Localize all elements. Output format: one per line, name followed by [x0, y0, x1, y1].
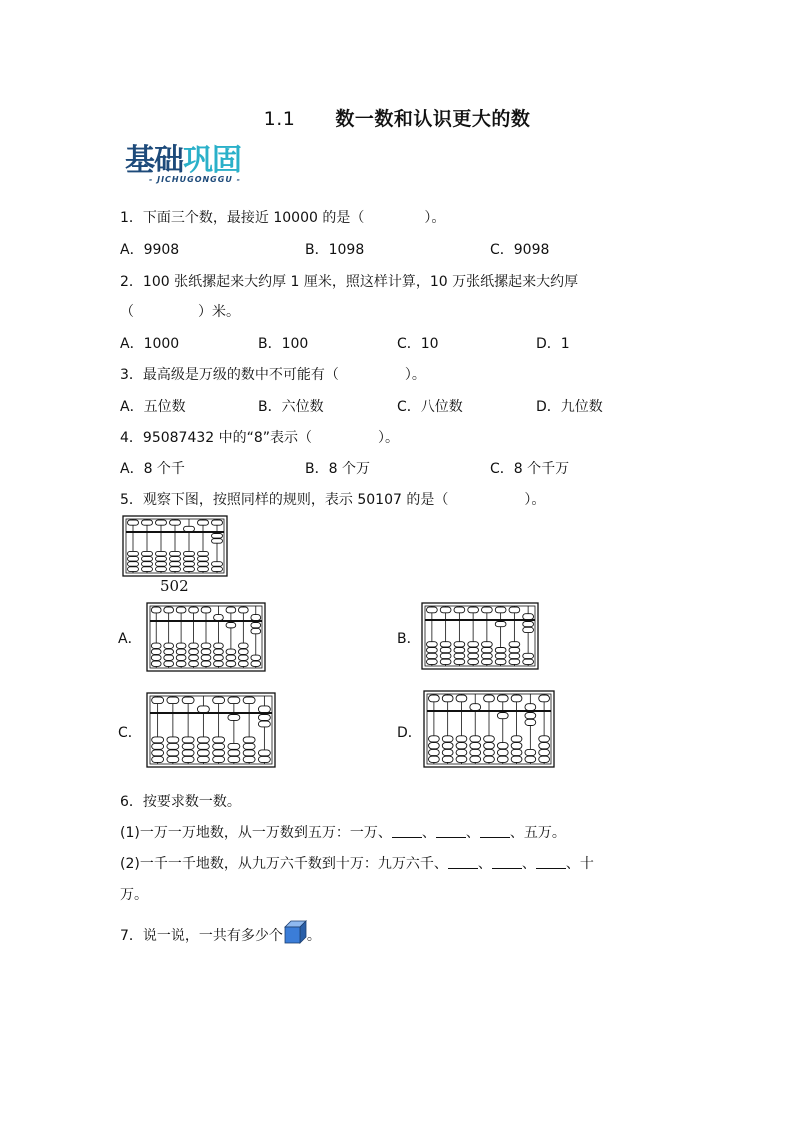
cube-icon	[283, 920, 307, 944]
abacus-bead-lower	[243, 743, 255, 749]
abacus-bead-lower	[228, 756, 240, 762]
abacus-bead-lower	[184, 551, 195, 556]
q1-option-c: C．9098	[490, 242, 550, 258]
abacus-bead-upper	[429, 695, 440, 702]
question-3: 3．最高级是万级的数中不可能有（ ）。	[120, 367, 426, 383]
q3-option-d: D．九位数	[536, 399, 603, 415]
abacus-bead-lower	[214, 649, 224, 654]
q5-option-c: C．	[118, 725, 142, 741]
abacus-bead-lower	[468, 642, 479, 647]
abacus-bead-lower	[189, 649, 199, 654]
abacus-bead-lower	[156, 551, 167, 556]
abacus-bead-lower	[539, 736, 550, 742]
abacus-bead-lower	[511, 756, 522, 762]
abacus-bead-lower	[128, 557, 139, 562]
abacus-bead-lower	[167, 737, 179, 743]
abacus-bead-lower	[197, 737, 209, 743]
abacus-bead-upper	[167, 697, 179, 704]
abacus-bead-lower	[251, 623, 261, 628]
abacus-bead-lower	[258, 715, 270, 721]
abacus-bead-lower	[456, 736, 467, 742]
abacus-bead-lower	[170, 567, 181, 572]
abacus-bead-lower	[167, 756, 179, 762]
abacus-bead-lower	[238, 643, 248, 648]
abacus-bead-lower	[258, 750, 270, 756]
abacus-bead-lower	[214, 655, 224, 660]
abacus-bead-lower	[184, 567, 195, 572]
abacus-bead-upper	[539, 695, 550, 702]
abacus-bead-lower	[509, 642, 520, 647]
abacus-option-c	[146, 692, 276, 768]
abacus-bead-lower	[226, 649, 236, 654]
abacus-bead-lower	[525, 749, 536, 755]
abacus-bead-lower	[201, 643, 211, 648]
abacus-option-b	[421, 602, 539, 670]
abacus-bead-upper	[212, 520, 223, 525]
abacus-bead-lower	[176, 655, 186, 660]
q2-option-c: C．10	[397, 336, 439, 352]
abacus-bead-lower	[238, 649, 248, 654]
abacus-bead-lower	[212, 539, 223, 544]
logo-text-1: 基础	[125, 143, 183, 178]
q2-option-b: B．100	[258, 336, 309, 352]
question-1: 1．下面三个数，最接近 10000 的是（ ）。	[120, 210, 446, 226]
abacus-bead-lower	[228, 750, 240, 756]
abacus-bead-lower	[427, 653, 438, 658]
abacus-bead-lower	[497, 743, 508, 749]
q4-option-c: C．8 个千万	[490, 461, 570, 477]
abacus-bead-upper	[440, 607, 451, 613]
abacus-bead-upper	[470, 704, 481, 711]
abacus-bead-upper	[176, 607, 186, 613]
abacus-bead-lower	[482, 653, 493, 658]
abacus-bead-lower	[197, 743, 209, 749]
abacus-bead-lower	[495, 622, 506, 627]
abacus-bead-lower	[201, 649, 211, 654]
abacus-bead-upper	[151, 607, 161, 613]
abacus-bead-lower	[189, 643, 199, 648]
abacus-bead-lower	[251, 655, 261, 660]
abacus-bead-lower	[470, 743, 481, 749]
abacus-bead-lower	[454, 648, 465, 653]
abacus-bead-lower	[151, 661, 161, 666]
q1-option-a: A．9908	[120, 242, 180, 258]
abacus-bead-lower	[198, 557, 209, 562]
abacus-bead-upper	[201, 607, 211, 613]
abacus-bead-lower	[539, 743, 550, 749]
abacus-bead-upper	[484, 695, 495, 702]
abacus-bead-lower	[151, 643, 161, 648]
abacus-bead-lower	[167, 743, 179, 749]
abacus-bead-lower	[429, 736, 440, 742]
abacus-bead-lower	[539, 749, 550, 755]
abacus-bead-lower	[440, 659, 451, 664]
abacus-option-a	[146, 602, 266, 672]
abacus-bead-lower	[523, 622, 534, 627]
question-4: 4．95087432 中的“8”表示（ ）。	[120, 430, 400, 446]
abacus-bead-lower	[470, 736, 481, 742]
abacus-bead-lower	[214, 643, 224, 648]
q2-option-d: D．1	[536, 336, 570, 352]
abacus-bead-lower	[523, 653, 534, 658]
abacus-bead-lower	[243, 750, 255, 756]
abacus-bead-lower	[427, 648, 438, 653]
abacus-bead-upper	[152, 697, 164, 704]
abacus-bead-upper	[197, 706, 209, 713]
abacus-bead-upper	[495, 607, 506, 613]
abacus-bead-lower	[470, 756, 481, 762]
abacus-bead-upper	[468, 607, 479, 613]
abacus-bead-lower	[238, 661, 248, 666]
abacus-bead-upper	[427, 607, 438, 613]
logo	[125, 145, 265, 193]
abacus-bead-lower	[440, 642, 451, 647]
abacus-bead-upper	[184, 526, 195, 531]
abacus-bead-lower	[454, 642, 465, 647]
page-title	[0, 104, 794, 131]
abacus-bead-lower	[482, 659, 493, 664]
abacus-bead-lower	[213, 743, 225, 749]
abacus-bead-lower	[170, 557, 181, 562]
abacus-bead-lower	[470, 749, 481, 755]
abacus-bead-lower	[176, 661, 186, 666]
abacus-bead-lower	[539, 756, 550, 762]
abacus-bead-lower	[509, 659, 520, 664]
abacus-bead-lower	[128, 551, 139, 556]
abacus-bead-upper	[442, 695, 453, 702]
abacus-bead-lower	[212, 567, 223, 572]
abacus-bead-lower	[201, 655, 211, 660]
abacus-bead-lower	[442, 749, 453, 755]
abacus-bead-lower	[228, 743, 240, 749]
section-number: 1.1	[263, 108, 296, 130]
abacus-bead-lower	[164, 643, 174, 648]
abacus-bead-lower	[197, 750, 209, 756]
abacus-bead-lower	[151, 655, 161, 660]
abacus-bead-lower	[152, 743, 164, 749]
abacus-bead-lower	[128, 567, 139, 572]
abacus-bead-lower	[468, 653, 479, 658]
question-6-part-1: (1)一万一万地数，从一万数到五万：一万、 、 、 、五万。	[120, 825, 566, 841]
abacus-frame	[147, 693, 275, 767]
abacus-bead-lower	[442, 756, 453, 762]
abacus-bead-upper	[509, 607, 520, 613]
abacus-bead-upper	[454, 607, 465, 613]
abacus-bead-lower	[497, 713, 508, 719]
abacus-bead-upper	[128, 520, 139, 525]
logo-text-2: 巩固	[183, 143, 241, 178]
abacus-bead-lower	[511, 736, 522, 742]
abacus-bead-lower	[427, 642, 438, 647]
abacus-bead-lower	[251, 661, 261, 666]
abacus-bead-lower	[167, 750, 179, 756]
abacus-bead-upper	[164, 607, 174, 613]
abacus-bead-lower	[484, 749, 495, 755]
abacus-bead-lower	[456, 749, 467, 755]
abacus-bead-lower	[212, 534, 223, 539]
abacus-bead-lower	[156, 567, 167, 572]
abacus-bead-lower	[182, 756, 194, 762]
q3-option-a: A．五位数	[120, 399, 186, 415]
abacus-bead-lower	[251, 628, 261, 633]
abacus-bead-lower	[156, 562, 167, 567]
abacus-bead-lower	[497, 749, 508, 755]
abacus-frame	[422, 603, 538, 669]
question-6-part-2-wrap: 万。	[120, 887, 148, 903]
abacus-bead-lower	[429, 756, 440, 762]
question-5: 5．观察下图，按照同样的规则，表示 50107 的是（ ）。	[120, 492, 546, 508]
abacus-bead-lower	[226, 623, 236, 628]
abacus-bead-lower	[497, 756, 508, 762]
abacus-bead-lower	[201, 661, 211, 666]
abacus-bead-lower	[214, 661, 224, 666]
abacus-bead-lower	[152, 750, 164, 756]
abacus-bead-lower	[197, 756, 209, 762]
section-title: 数一数和认识更大的数	[335, 108, 531, 130]
abacus-bead-lower	[523, 659, 534, 664]
abacus-bead-lower	[142, 567, 153, 572]
abacus-bead-lower	[509, 648, 520, 653]
abacus-bead-lower	[468, 659, 479, 664]
abacus-bead-lower	[170, 562, 181, 567]
abacus-bead-lower	[198, 567, 209, 572]
abacus-bead-lower	[184, 557, 195, 562]
abacus-bead-lower	[128, 562, 139, 567]
q1-option-b: B．1098	[305, 242, 365, 258]
abacus-bead-lower	[184, 562, 195, 567]
abacus-bead-upper	[156, 520, 167, 525]
abacus-bead-lower	[213, 750, 225, 756]
abacus-bead-lower	[484, 756, 495, 762]
abacus-bead-lower	[182, 743, 194, 749]
abacus-bead-lower	[151, 649, 161, 654]
abacus-bead-upper	[238, 607, 248, 613]
abacus-bead-upper	[482, 607, 493, 613]
abacus-bead-lower	[468, 648, 479, 653]
question-6: 6．按要求数一数。	[120, 794, 241, 810]
abacus-bead-lower	[176, 643, 186, 648]
abacus-bead-upper	[251, 615, 261, 621]
abacus-bead-lower	[511, 749, 522, 755]
abacus-bead-lower	[495, 653, 506, 658]
q4-option-b: B．8 个万	[305, 461, 370, 477]
abacus-bead-lower	[258, 721, 270, 727]
abacus-bead-upper	[189, 607, 199, 613]
abacus-bead-lower	[442, 743, 453, 749]
question-6-part-2: (2)一千一千地数，从九万六千数到十万：九万六千、 、 、 、十	[120, 856, 594, 872]
abacus-bead-lower	[495, 648, 506, 653]
abacus-bead-upper	[511, 695, 522, 702]
abacus-bead-lower	[213, 756, 225, 762]
abacus-bead-lower	[213, 737, 225, 743]
abacus-bead-lower	[495, 659, 506, 664]
abacus-bead-lower	[456, 756, 467, 762]
q5-option-a: A．	[118, 631, 142, 647]
abacus-bead-lower	[142, 562, 153, 567]
abacus-bead-lower	[454, 653, 465, 658]
abacus-bead-lower	[258, 756, 270, 762]
q3-option-b: B．六位数	[258, 399, 324, 415]
abacus-bead-lower	[454, 659, 465, 664]
abacus-bead-lower	[226, 661, 236, 666]
q2-option-a: A．1000	[120, 336, 180, 352]
abacus-bead-upper	[497, 695, 508, 702]
q5-option-d: D．	[397, 725, 422, 741]
abacus-bead-lower	[164, 655, 174, 660]
abacus-bead-upper	[213, 697, 225, 704]
abacus-bead-lower	[243, 756, 255, 762]
q3-option-c: C．八位数	[397, 399, 463, 415]
abacus-bead-upper	[214, 615, 224, 621]
abacus-bead-lower	[523, 627, 534, 632]
abacus-bead-lower	[189, 661, 199, 666]
abacus-bead-lower	[427, 659, 438, 664]
abacus-example-label: 502	[160, 577, 189, 595]
question-2: 2．100 张纸摞起来大约厚 1 厘米，照这样计算，10 万张纸摞起来大约厚	[120, 274, 579, 290]
abacus-bead-lower	[440, 653, 451, 658]
abacus-bead-lower	[228, 715, 240, 721]
abacus-bead-lower	[182, 737, 194, 743]
q5-option-b: B．	[397, 631, 421, 647]
abacus-bead-lower	[525, 756, 536, 762]
abacus-bead-upper	[258, 706, 270, 713]
abacus-bead-lower	[189, 655, 199, 660]
abacus-bead-lower	[442, 736, 453, 742]
abacus-bead-upper	[456, 695, 467, 702]
abacus-bead-lower	[525, 719, 536, 725]
abacus-bead-lower	[456, 743, 467, 749]
abacus-bead-lower	[152, 737, 164, 743]
abacus-bead-lower	[142, 557, 153, 562]
question-2-cont: （ ）米。	[120, 304, 240, 320]
cube-front	[285, 927, 300, 943]
abacus-bead-lower	[509, 653, 520, 658]
abacus-bead-lower	[182, 750, 194, 756]
abacus-bead-upper	[226, 607, 236, 613]
logo-subtitle: - JICHUGONGGU -	[149, 175, 241, 184]
abacus-bead-upper	[228, 697, 240, 704]
abacus-bead-lower	[152, 756, 164, 762]
abacus-bead-upper	[198, 520, 209, 525]
abacus-bead-lower	[429, 743, 440, 749]
q4-option-a: A．8 个千	[120, 461, 185, 477]
abacus-bead-lower	[142, 551, 153, 556]
abacus-bead-upper	[243, 697, 255, 704]
abacus-bead-lower	[164, 649, 174, 654]
abacus-bead-lower	[198, 551, 209, 556]
abacus-bead-lower	[484, 743, 495, 749]
abacus-bead-lower	[484, 736, 495, 742]
abacus-example-502	[122, 515, 228, 577]
question-7: 7．说一说，一共有多少个 。	[120, 920, 321, 945]
abacus-bead-lower	[212, 562, 223, 567]
abacus-bead-upper	[142, 520, 153, 525]
abacus-bead-lower	[226, 655, 236, 660]
abacus-bead-lower	[482, 642, 493, 647]
abacus-bead-lower	[170, 551, 181, 556]
abacus-bead-lower	[164, 661, 174, 666]
abacus-bead-lower	[156, 557, 167, 562]
abacus-bead-lower	[198, 562, 209, 567]
abacus-bead-lower	[243, 737, 255, 743]
abacus-bead-lower	[525, 713, 536, 719]
abacus-bead-upper	[182, 697, 194, 704]
abacus-bead-upper	[170, 520, 181, 525]
abacus-bead-lower	[176, 649, 186, 654]
abacus-bead-upper	[525, 704, 536, 711]
abacus-bead-lower	[440, 648, 451, 653]
abacus-bead-lower	[482, 648, 493, 653]
abacus-bead-lower	[429, 749, 440, 755]
abacus-option-d	[423, 690, 555, 768]
abacus-bead-lower	[238, 655, 248, 660]
abacus-bead-lower	[511, 743, 522, 749]
abacus-bead-upper	[523, 614, 534, 620]
